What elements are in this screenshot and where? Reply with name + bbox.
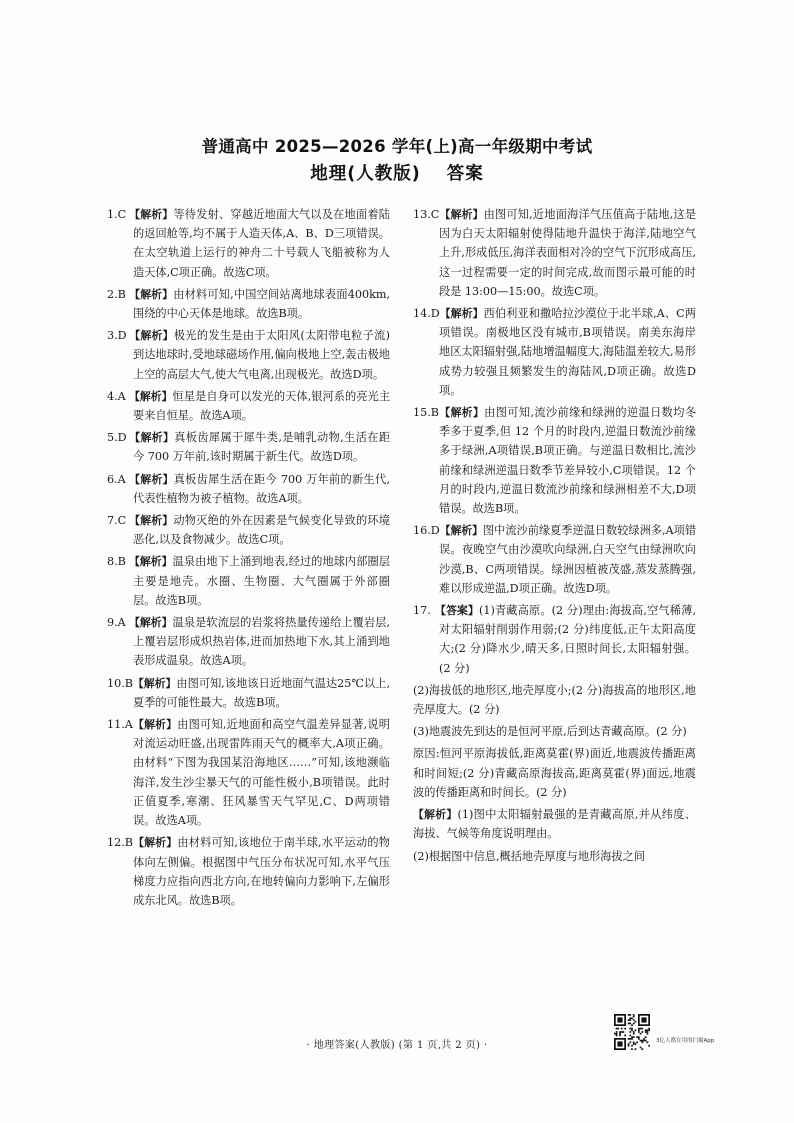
- question-number: 5.D: [107, 431, 127, 445]
- answer-text: 由图可知,流沙前缘和绿洲的逆温日数均冬季多于夏季,但 12 个月的时段内,逆温日数流沙前缘多于绿洲,A项错误,B项正确。与逆温日数相比,流沙前缘和绿洲逆温日数季节差异较小,C项错误。12 个月的时段内,逆温日数流沙前缘和绿洲相差不大,D项错误。故选B项。: [439, 406, 697, 516]
- answer-text: (1)图中太阳辐射最强的是青藏高原,并从纬度、海拔、气候等角度说明理由。: [413, 808, 697, 841]
- answer-item: [107, 715, 390, 830]
- answer-text: 等待发射、穿越近地面大气以及在地面着陆的返回舱等,均不属于人造天体,A、B、D三项错误。在太空轨道上运行的神舟二十号载人飞船被称为人造天体,C项正确。故选C项。: [133, 208, 390, 279]
- question-number: 13.C: [413, 208, 440, 221]
- question-number: 14.D: [413, 307, 440, 321]
- question-number: 17.: [413, 604, 431, 618]
- answer-item: [107, 387, 390, 425]
- analysis-tag: 【解析】: [413, 808, 458, 822]
- question-number: 11.A: [107, 718, 133, 732]
- answer-item: [107, 285, 390, 323]
- answer-item: [107, 326, 390, 384]
- analysis-tag: 【解析】: [133, 836, 178, 850]
- answer-item: [107, 470, 390, 508]
- analysis-tag: 【解析】: [129, 329, 174, 343]
- answer-subtitle: [0, 160, 794, 185]
- answer-label: 答案: [446, 164, 484, 184]
- answer-item: [413, 403, 696, 518]
- answer-text: (3)地震波先到达的是恒河平原,后到达青藏高原。(2 分): [413, 725, 687, 739]
- answer-text: 由图可知,近地面和高空气温差异显著,说明对流运动旺盛,出现雷阵雨天气的概率大,A项正确。由材料“下图为我国某沿海地区……”可知,该地濒临海洋,发生沙尘暴天气的可能性极小,B项错误。此时正值夏季,寒潮、狂风暴雪天气罕见,C、D两项错误。故选A项。: [133, 718, 390, 828]
- question-number: 8.B: [107, 555, 126, 569]
- answer-item: [413, 681, 696, 719]
- answer-item: [413, 805, 696, 843]
- subject-label: 地理(人教版): [310, 164, 421, 184]
- question-number: 7.C: [107, 514, 127, 528]
- answer-text: 温泉是软流层的岩浆将热量传递给上覆岩层,上覆岩层形成炽热岩体,进而加热地下水,其上涌到地表形成温泉。故选A项。: [133, 616, 391, 668]
- analysis-tag: 【解析】: [129, 472, 174, 486]
- answer-item: [107, 674, 390, 712]
- qr-code-icon: [614, 1014, 650, 1050]
- answer-text: 原因:恒河平原海拔低,距离莫霍(界)面近,地震波传播距离和时间短;(2 分)青藏高原海拔高,距离莫霍(界)面远,地震波的传播距离和时间长。(2 分): [413, 747, 696, 799]
- question-number: 1.C: [107, 208, 127, 221]
- answer-item: [107, 205, 390, 282]
- answer-item: [413, 722, 696, 741]
- right-column: [413, 205, 696, 869]
- question-number: 15.B: [413, 406, 440, 420]
- analysis-tag: 【解析】: [439, 406, 485, 420]
- answer-item: [107, 428, 390, 466]
- qr-caption: 3亿人都在用的扫描App: [656, 1038, 715, 1044]
- answer-text: 西伯利亚和撒哈拉沙漠位于北半球,A、C两项错误。南极地区没有城市,B项错误。南美东海岸地区太阳辐射强,陆地增温幅度大,海陆温差较大,易形成势力较强且频繁发生的海陆风,D项正确。故选D项。: [439, 307, 696, 397]
- answer-text: 由图可知,该地该日近地面气温达25℃以上,夏季的可能性最大。故选B项。: [133, 676, 391, 709]
- analysis-tag: 【解析】: [129, 616, 173, 630]
- question-number: 3.D: [107, 329, 127, 343]
- answer-text: 真板齿犀属于犀牛类,是哺乳动物,生活在距今 700 万年前,该时期属于新生代。故选D项。: [133, 431, 391, 464]
- exam-title: 普通高中 2025—2026 学年(上)高一年级期中考试: [201, 137, 593, 156]
- question-number: 6.A: [107, 472, 126, 486]
- analysis-tag: 【解析】: [132, 718, 178, 732]
- analysis-tag: 【解析】: [439, 208, 484, 221]
- analysis-tag: 【解析】: [439, 307, 484, 321]
- answer-item: [107, 511, 390, 549]
- answer-text: 恒星是自身可以发光的天体,银河系的亮光主要来自恒星。故选A项。: [133, 389, 391, 423]
- answer-text: (2)海拔低的地形区,地壳厚度小;(2 分)海拔高的地形区,地壳厚度大。(2 分): [413, 683, 696, 717]
- analysis-tag: 【解析】: [129, 514, 174, 528]
- answer-item: [413, 304, 696, 400]
- answer-item: [107, 833, 390, 910]
- answer-item: [413, 744, 696, 802]
- analysis-tag: 【解析】: [439, 524, 483, 538]
- answer-text: 动物灭绝的外在因素是气候变化导致的环境恶化,以及食物减少。故选C项。: [133, 514, 390, 547]
- answer-text: 由图可知,近地面海洋气压值高于陆地,这是因为白天太阳辐射使得陆地升温快于海洋,陆地空气上升,形成低压,海洋表面相对冷的空气下沉形成高压,这一过程需要一定的时间完成,故而图示最可能的时段是 13:00—15:00。故选C项。: [439, 208, 697, 298]
- answer-text: 温泉由地下上涌到地表,经过的地球内部圈层主要是地壳。水圈、生物圈、大气圈属于外部圈层。故选B项。: [133, 555, 391, 607]
- answer-item: [413, 847, 696, 866]
- answer-text: (2)根据图中信息,概括地壳厚度与地形海拔之间: [413, 849, 645, 863]
- answer-text: 图中流沙前缘夏季逆温日数较绿洲多,A项错误。夜晚空气由沙漠吹向绿洲,白天空气由绿洲吹向沙漠,B、C两项错误。绿洲因植被茂盛,蒸发蒸腾强,难以形成逆温,D项正确。故选D项。: [439, 524, 697, 595]
- answer-text: 极光的发生是由于太阳风(太阳带电粒子流)到达地球时,受地球磁场作用,偏向极地上空,轰击极地上空的高层大气,使大气电离,出现极光。故选D项。: [133, 329, 391, 381]
- question-number: 4.A: [107, 389, 126, 403]
- answer-item: [413, 205, 696, 301]
- question-number: 9.A: [107, 616, 126, 630]
- page-footer: · 地理答案(人教版) (第 1 页,共 2 页) ·: [306, 1040, 488, 1051]
- answer-item: [107, 552, 390, 610]
- question-number: 12.B: [107, 836, 134, 850]
- answer-text: 由材料可知,该地位于南半球,水平运动的物体向左侧偏。根据图中气压分布状况可知,水平气压梯度力应指向西北方向,在地转偏向力影响下,左偏形成东北风。故选B项。: [133, 836, 390, 907]
- answer-text: (1)青藏高原。(2 分)理由:海拔高,空气稀薄,对太阳辐射削弱作用弱;(2 分)纬度低,正午太阳高度大;(2 分)降水少,晴天多,日照时间长,太阳辐射强。(2 分): [439, 604, 697, 675]
- analysis-tag: 【解析】: [129, 389, 173, 403]
- answer-item: [107, 613, 390, 671]
- left-column: [107, 205, 390, 913]
- analysis-tag: 【解析】: [133, 676, 177, 690]
- answer-text: 由材料可知,中国空间站离地球表面400km,围绕的中心天体是地球。故选B项。: [133, 287, 391, 321]
- analysis-tag: 【解析】: [129, 431, 175, 445]
- question-number: 10.B: [107, 676, 134, 690]
- analysis-tag: 【解析】: [129, 287, 174, 301]
- answer-item: [413, 521, 696, 598]
- analysis-tag: 【解析】: [129, 208, 174, 221]
- question-number: 2.B: [107, 287, 126, 301]
- analysis-tag: 【解析】: [129, 555, 173, 569]
- answer-item: [413, 601, 696, 678]
- answer-text: 真板齿犀生活在距今 700 万年前的新生代,代表性植物为被子植物。故选A项。: [133, 472, 391, 505]
- question-number: 16.D: [413, 524, 440, 538]
- analysis-tag: 【答案】: [435, 604, 479, 618]
